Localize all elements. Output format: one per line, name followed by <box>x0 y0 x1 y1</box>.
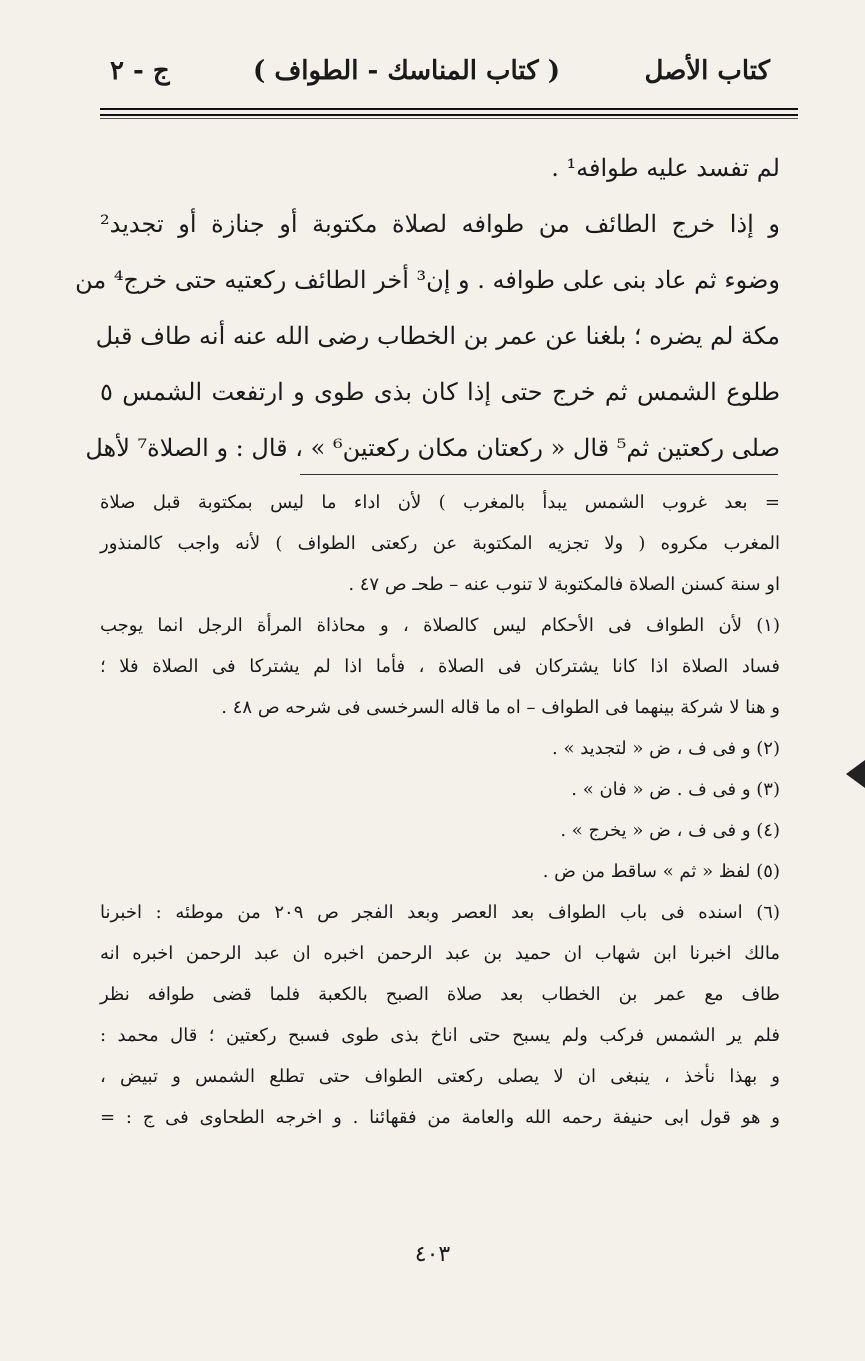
main-line: طلوع الشمس ثم خرج حتى إذا كان بذى طوى و ارتفعت الشمس ٥ <box>100 378 780 406</box>
footnote-line: (٤) و فى ف ، ض « يخرج » . <box>560 820 780 841</box>
footnote-line: المغرب مكروه ( ولا تجزيه المكتوبة عن ركعتى الطواف ) لأنه واجب كالمنذور <box>100 533 780 554</box>
footnote-line: فساد الصلاة اذا كانا يشتركان فى الصلاة ، فأما اذا لم يشتركا فى الصلاة فلا ؛ <box>100 656 780 677</box>
footnotes <box>100 482 780 1138</box>
footnote-line: (٥) لفظ « ثم » ساقط من ض . <box>542 861 780 882</box>
volume-number: ج - ٢ <box>110 56 170 86</box>
footnote-line: و بهذا نأخذ ، ينبغى ان لا يصلى ركعتى الطواف حتى تطلع الشمس و تبيض ، <box>100 1066 780 1087</box>
footnote-line: (٣) و فى ف . ض « فان » . <box>571 779 780 800</box>
page-number: ٤٠٣ <box>414 1242 451 1267</box>
footnote-line: و هو قول ابى حنيفة رحمه الله والعامة من فقهائنا . و اخرجه الطحاوى فى ج : = <box>100 1107 780 1128</box>
footnote-line: طاف مع عمر بن الخطاب بعد صلاة الصبح بالكعبة فلما قضى طوافه نظر <box>100 984 780 1005</box>
footnote-line: فلم ير الشمس فركب ولم يسبح حتى اناخ بذى طوى فسبح ركعتين ؛ قال محمد : <box>100 1025 780 1046</box>
main-line: وضوء ثم عاد بنى على طوافه . و إن³ أخر الطائف ركعتيه حتى خرج⁴ من <box>75 266 780 294</box>
footnote-line: (٦) اسنده فى باب الطواف بعد العصر وبعد الفجر ص ٢٠٩ من موطئه : اخبرنا <box>100 902 780 923</box>
header-rule-top <box>100 108 798 110</box>
main-text <box>75 140 781 476</box>
left-pointing-triangle-icon <box>846 760 865 788</box>
main-line: صلى ركعتين ثم⁵ قال « ركعتان مكان ركعتين⁶ » ، قال : و الصلاة⁷ لأهل <box>85 434 780 462</box>
main-line: لم تفسد عليه طوافه¹ . <box>551 154 780 182</box>
running-header <box>110 56 770 100</box>
header-rule-bottom <box>100 118 798 119</box>
footnote-separator <box>300 474 778 475</box>
footnote-line: = بعد غروب الشمس يبدأ بالمغرب ) لأن اداء ما ليس بمكتوبة قبل صلاة <box>100 492 780 513</box>
footnote-line: (٢) و فى ف ، ض « لتجديد » . <box>552 738 780 759</box>
footnote-line: او سنة كسنن الصلاة فالمكتوبة لا تنوب عنه – طحـ ص ٤٧ . <box>348 574 780 595</box>
chapter-title: ( كتاب المناسك - الطواف ) <box>253 56 560 86</box>
header-rule-middle <box>100 114 798 116</box>
footnote-line: مالك اخبرنا ابن شهاب ان حميد بن عبد الرحمن اخبره ان عبد الرحمن اخبره انه <box>100 943 780 964</box>
main-line: مكة لم يضره ؛ بلغنا عن عمر بن الخطاب رضى الله عنه أنه طاف قبل <box>95 322 780 350</box>
main-line: و إذا خرج الطائف من طوافه لصلاة مكتوبة أو جنازة أو تجديد² <box>100 210 781 238</box>
book-title: كتاب الأصل <box>644 56 770 86</box>
footnote-line: و هنا لا شركة بينهما فى الطواف – اه ما قاله السرخسى فى شرحه ص ٤٨ . <box>221 697 780 718</box>
footnote-line: (١) لأن الطواف فى الأحكام ليس كالصلاة ، و محاذاة المرأة الرجل انما يوجب <box>100 615 780 636</box>
